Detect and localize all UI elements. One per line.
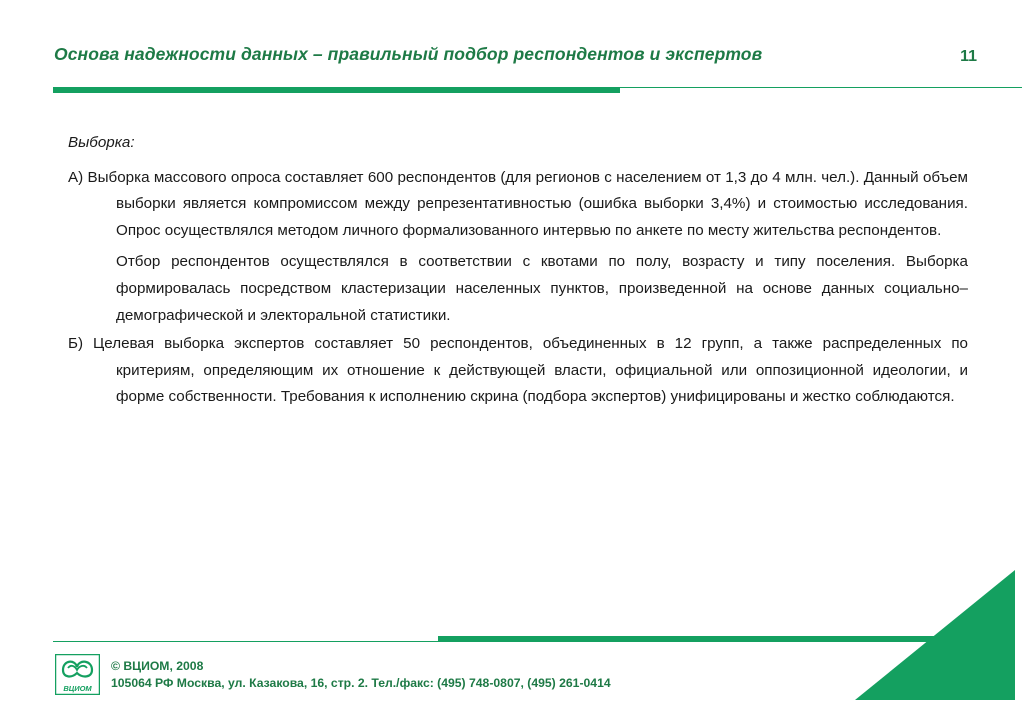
section-label-text: Выборка (68, 134, 131, 151)
vciom-logo (55, 654, 100, 695)
footer-copyright: © ВЦИОМ, 2008 (111, 659, 204, 673)
footer-divider-thin (53, 641, 438, 642)
paragraph-item-b: Б) Целевая выборка экспертов составляет 50 респондентов, объединенных в 12 групп, а также распределенных по критериям, определяющим их отношение к действующей власти, официальной или оппозиционной идеологии, и форме собственности. Требования к исполнению скрина (подбора экспертов) унифицированы и жестко соблюдаются. (68, 335, 968, 406)
corner-decoration (855, 570, 1015, 700)
section-label-colon: : (130, 134, 135, 151)
section-label (68, 130, 968, 157)
slide-body (68, 130, 968, 411)
footer-address: 105064 РФ Москва, ул. Казакова, 16, стр. 2. Тел./факс: (495) 748-0807, (495) 261-0414 (111, 676, 611, 690)
logo-text: ВЦИОМ (63, 684, 92, 693)
page-number: 11 (960, 48, 977, 65)
header-divider-thick (53, 87, 620, 93)
slide-title: Основа надежности данных – правильный подбор респондентов и экспертов (54, 44, 763, 64)
header-divider-thin (620, 87, 1022, 88)
paragraph-item-a-continuation: Отбор респондентов осуществлялся в соответствии с квотами по полу, возрасту и типу поселения. Выборка формировалась посредством кластеризации населенных пунктов, произведенной на основе данных социально–демографической и электоральной статистики. (116, 253, 968, 324)
paragraph-item-a: А) Выборка массового опроса составляет 600 респондентов (для регионов с населением от 1,3 до 4 млн. чел.). Данный объем выборки является компромиссом между репрезентативностью (ошибка выборки 3,4%) и стоимостью исследования. Опрос осуществлялся методом личного формализованного интервью по анкете по месту жительства респондентов. (68, 168, 968, 239)
